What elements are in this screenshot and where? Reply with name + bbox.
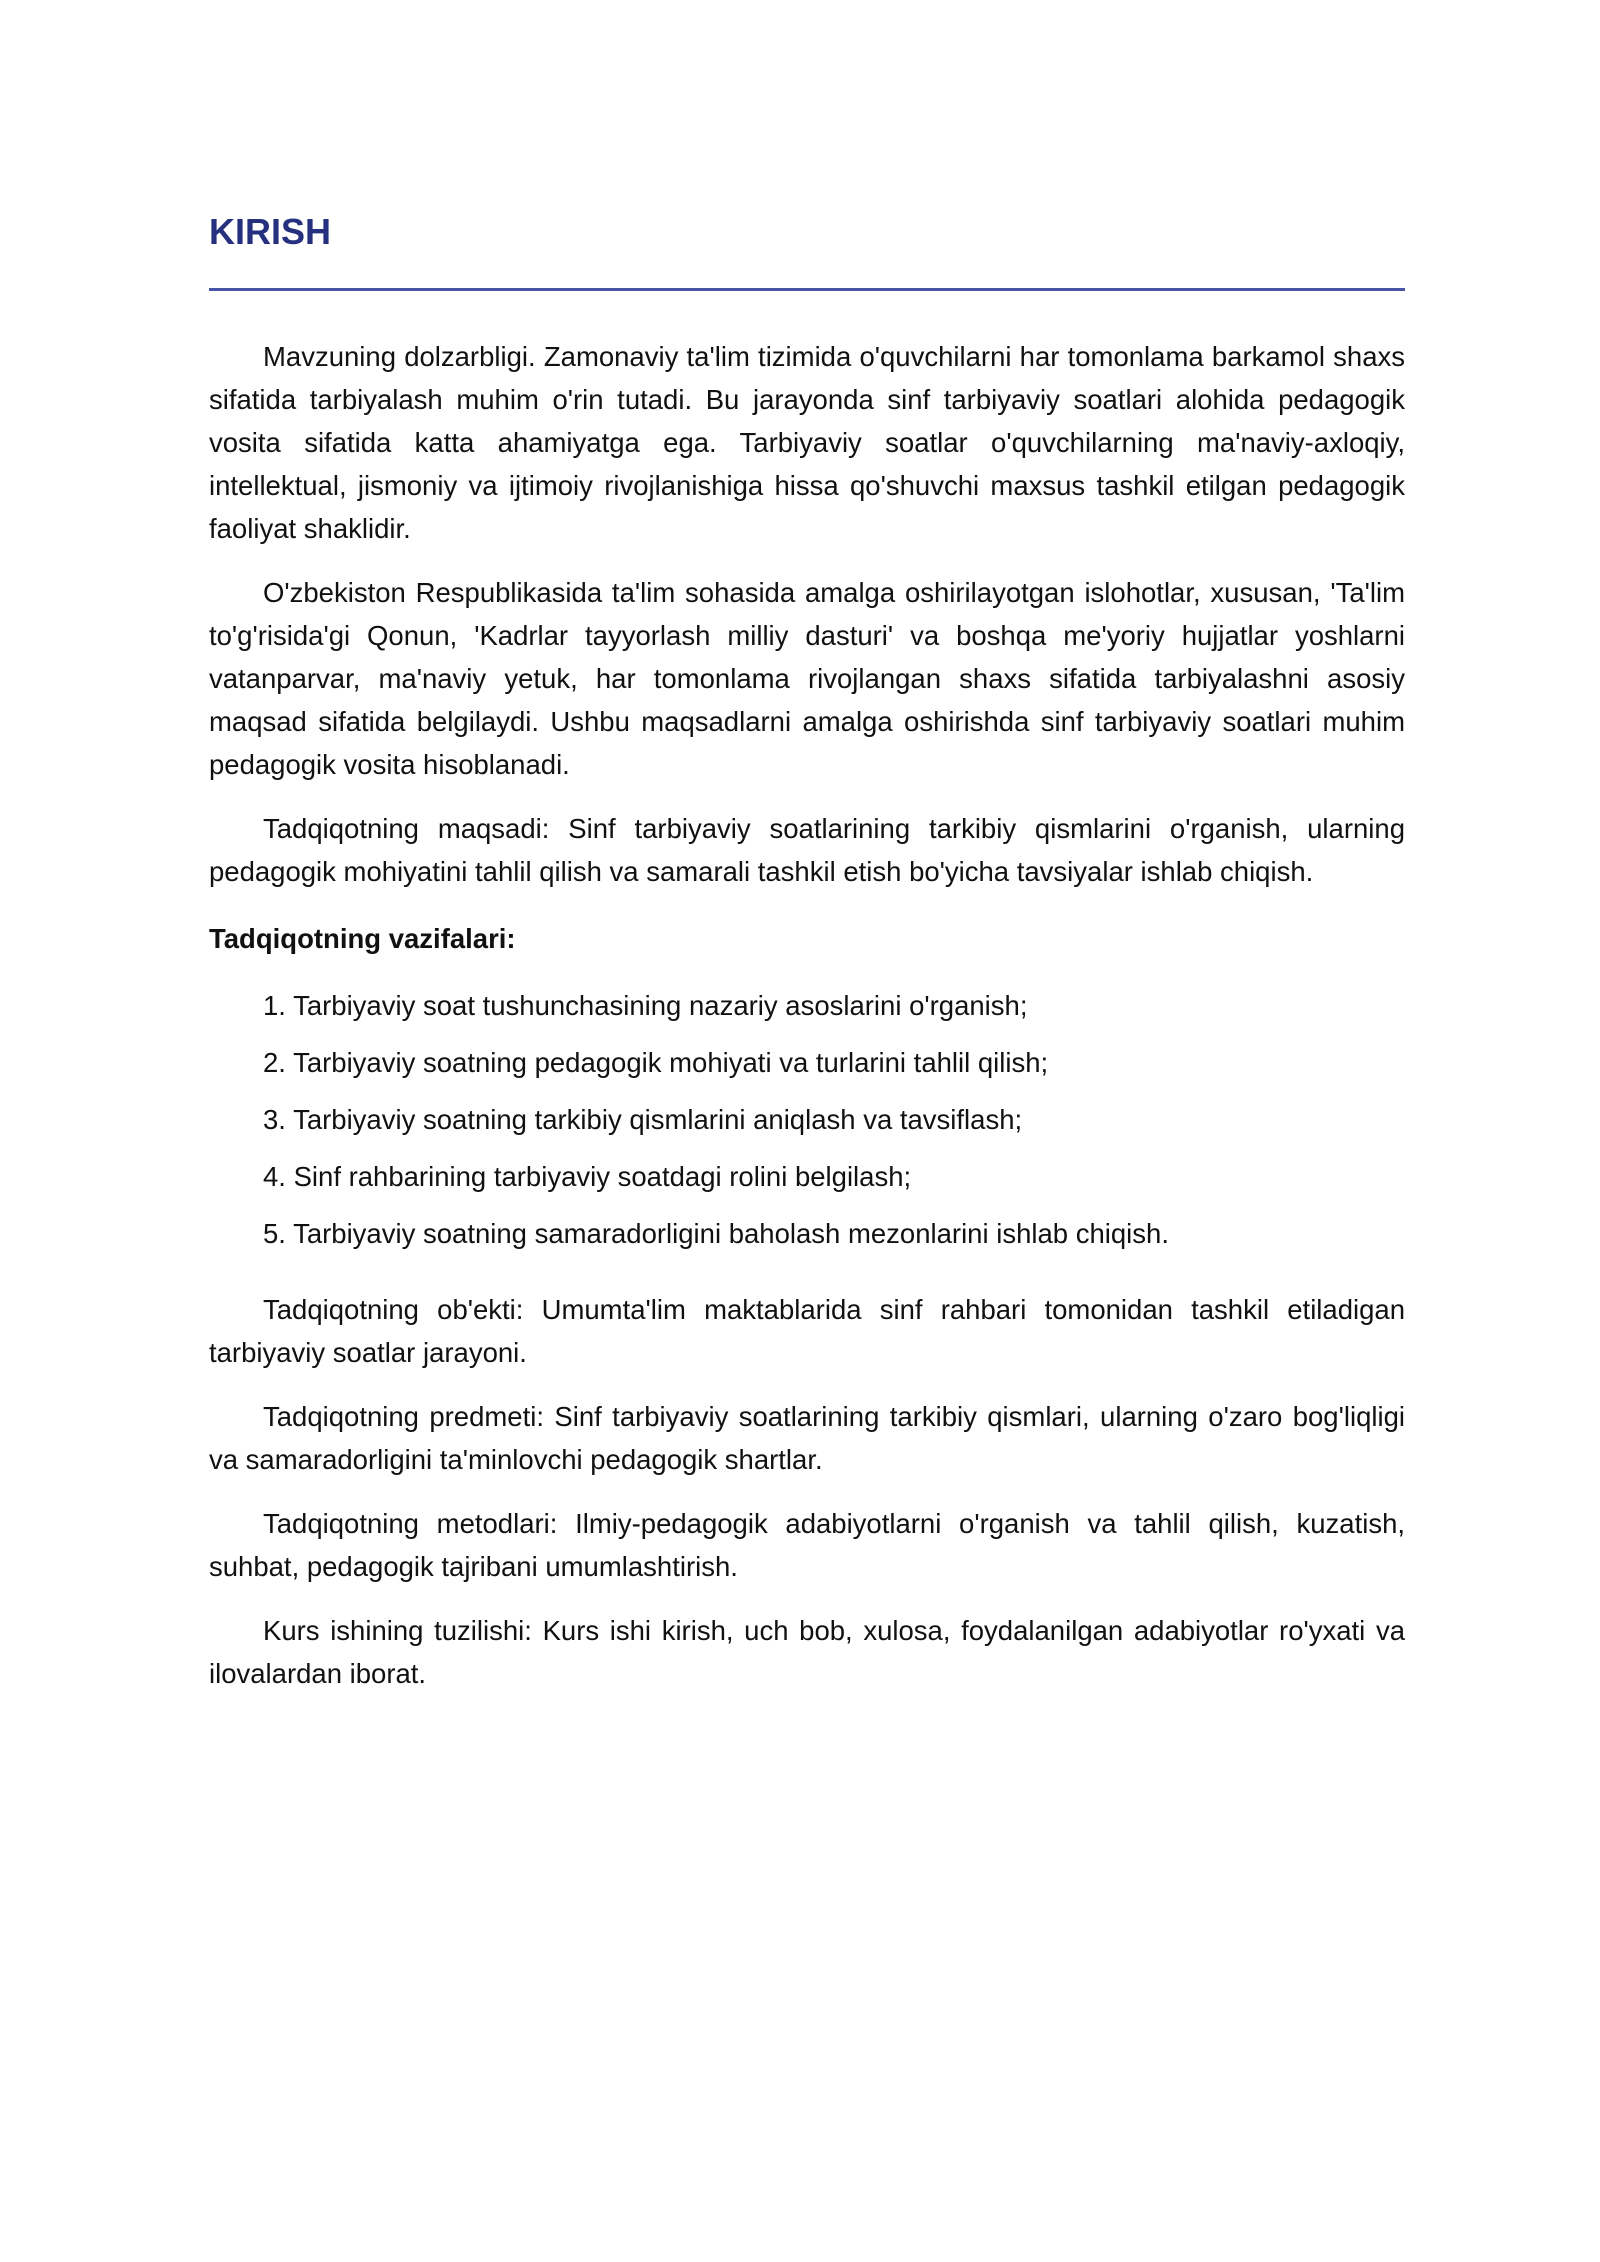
paragraph-course-structure: Kurs ishining tuzilishi: Kurs ishi kirish, uch bob, xulosa, foydalanilgan adabiyotlar ro'yxati va ilovalardan iborat. bbox=[209, 1615, 1405, 1689]
list-item: 2. Tarbiyaviy soatning pedagogik mohiyati va turlarini tahlil qilish; bbox=[263, 1047, 1049, 1078]
paragraph-research-methods: Tadqiqotning metodlari: Ilmiy-pedagogik adabiyotlarni o'rganish va tahlil qilish, kuzatish, suhbat, pedagogik tajribani umumlashtirish. bbox=[209, 1508, 1405, 1582]
tasks-list bbox=[209, 984, 1405, 1255]
list-item: 5. Tarbiyaviy soatning samaradorligini baholash mezonlarini ishlab chiqish. bbox=[263, 1218, 1169, 1249]
document-body bbox=[209, 335, 1405, 1716]
paragraph-research-goal: Tadqiqotning maqsadi: Sinf tarbiyaviy soatlarining tarkibiy qismlarini o'rganish, ularning pedagogik mohiyatini tahlil qilish va samarali tashkil etish bo'yicha tavsiyalar ishlab chiqish. bbox=[209, 813, 1405, 887]
heading-divider bbox=[209, 288, 1405, 291]
paragraph-relevance: Mavzuning dolzarbligi. Zamonaviy ta'lim tizimida o'quvchilarni har tomonlama barkamol shaxs sifatida tarbiyalash muhim o'rin tutadi. Bu jarayonda sinf tarbiyaviy soatlari alohida pedagogik vosita sifatida katta ahamiyatga ega. Tarbiyaviy soatlar o'quvchilarning ma'naviy-axloqiy, intellektual, jismoniy va ijtimoiy rivojlanishiga hissa qo'shuvchi maxsus tashkil etilgan pedagogik faoliyat shaklidir. bbox=[209, 341, 1405, 544]
list-item: 1. Tarbiyaviy soat tushunchasining nazariy asoslarini o'rganish; bbox=[263, 990, 1028, 1021]
list-item: 3. Tarbiyaviy soatning tarkibiy qismlarini aniqlash va tavsiflash; bbox=[263, 1104, 1023, 1135]
document-page bbox=[209, 0, 1405, 2262]
paragraph-research-object: Tadqiqotning ob'ekti: Umumta'lim maktablarida sinf rahbari tomonidan tashkil etiladigan tarbiyaviy soatlar jarayoni. bbox=[209, 1294, 1405, 1368]
tasks-heading: Tadqiqotning vazifalari: bbox=[209, 923, 516, 954]
paragraph-research-subject: Tadqiqotning predmeti: Sinf tarbiyaviy soatlarining tarkibiy qismlari, ularning o'zaro bog'liqligi va samaradorligini ta'minlovchi pedagogik shartlar. bbox=[209, 1401, 1405, 1475]
paragraph-reforms: O'zbekiston Respublikasida ta'lim sohasida amalga oshirilayotgan islohotlar, xususan, 'Ta'lim to'g'risida'gi Qonun, 'Kadrlar tayyorlash milliy dasturi' va boshqa me'yoriy hujjatlar yoshlarni vatanparvar, ma'naviy yetuk, har tomonlama rivojlangan shaxs sifatida tarbiyalashni asosiy maqsad sifatida belgilaydi. Ushbu maqsadlarni amalga oshirishda sinf tarbiyaviy soatlari muhim pedagogik vosita hisoblanadi. bbox=[209, 577, 1405, 780]
page-heading: KIRISH bbox=[209, 211, 332, 252]
list-item: 4. Sinf rahbarining tarbiyaviy soatdagi rolini belgilash; bbox=[263, 1161, 912, 1192]
